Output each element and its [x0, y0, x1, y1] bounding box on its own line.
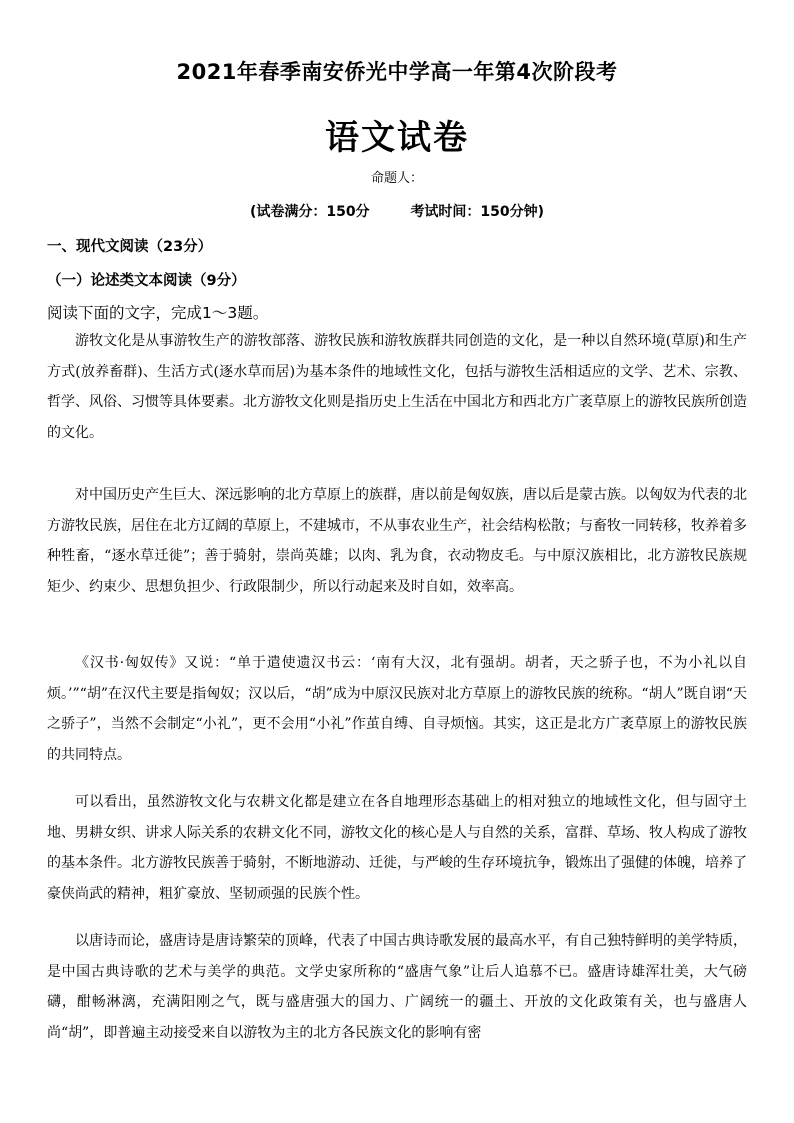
- exam-time: 考试时间：150分钟): [410, 204, 545, 220]
- full-score: (试卷满分：150分: [249, 204, 370, 220]
- passage-paragraph-1: 游牧文化是从事游牧生产的游牧部落、游牧民族和游牧族群共同创造的文化，是一种以自然环境(草原)和生产方式(放养畜群)、生活方式(逐水草而居)为基本条件的地域性文化，包括与游牧生活相适应的文学、艺术、宗教、哲学、风俗、习惯等具体要素。北方游牧文化则是指历史上生活在中国北方和西北方广袤草原上的游牧民族所创造的文化。: [47, 333, 747, 441]
- section-heading: 一、现代文阅读（23分）: [47, 239, 213, 255]
- reading-instruction: 阅读下面的文字，完成1～3题。: [47, 304, 269, 322]
- exam-title: 2021年春季南安侨光中学高一年第4次阶段考: [176, 60, 618, 84]
- subsection-heading: （一）论述类文本阅读（9分）: [47, 273, 246, 289]
- exam-meta: [0, 201, 794, 221]
- author-line: 命题人：: [370, 171, 423, 186]
- passage-paragraph-5: 以唐诗而论，盛唐诗是唐诗繁荣的顶峰，代表了中国古典诗歌发展的最高水平，有自己独特鲜明的美学特质，是中国古典诗歌的艺术与美学的典范。文学史家所称的“盛唐气象”让后人追慕不已。盛唐诗雄浑壮美，大气磅礴，酣畅淋漓，充满阳刚之气，既与盛唐强大的国力、广阔统一的疆土、开放的文化政策有关，也与盛唐人尚“胡”，即普遍主动接受来自以游牧为主的北方各民族文化的影响有密: [47, 933, 747, 1041]
- passage-paragraph-4: 可以看出，虽然游牧文化与农耕文化都是建立在各自地理形态基础上的相对独立的地域性文化，但与固守土地、男耕女织、讲求人际关系的农耕文化不同，游牧文化的核心是人与自然的关系，富群、草场、牧人构成了游牧的基本条件。北方游牧民族善于骑射，不断地游动、迁徙，与严峻的生存环境抗争，锻炼出了强健的体魄，培养了豪侠尚武的精神，粗犷豪放、坚韧顽强的民族个性。: [47, 794, 747, 902]
- subject-title: 语文试卷: [325, 118, 469, 158]
- passage-paragraph-3: 《汉书·匈奴传》又说：“单于遣使遗汉书云：‘南有大汉，北有强胡。胡者，天之骄子也，不为小礼以自烦。’”“胡”在汉代主要是指匈奴；汉以后，“胡”成为中原汉民族对北方草原上的游牧民族的统称。“胡人”既自诩“天之骄子”，当然不会制定“小礼”，更不会用“小礼”作茧自缚、自寻烦恼。其实，这正是北方广袤草原上的游牧民族的共同特点。: [47, 655, 747, 763]
- passage-paragraph-2: 对中国历史产生巨大、深远影响的北方草原上的族群，唐以前是匈奴族，唐以后是蒙古族。以匈奴为代表的北方游牧民族，居住在北方辽阔的草原上，不建城市，不从事农业生产，社会结构松散；与畜牧一同转移，牧养着多种牲畜，“逐水草迁徙”；善于骑射，崇尚英雄；以肉、乳为食，衣动物皮毛。与中原汉族相比，北方游牧民族规矩少、约束少、思想负担少、行政限制少，所以行动起来及时自如，效率高。: [47, 487, 747, 595]
